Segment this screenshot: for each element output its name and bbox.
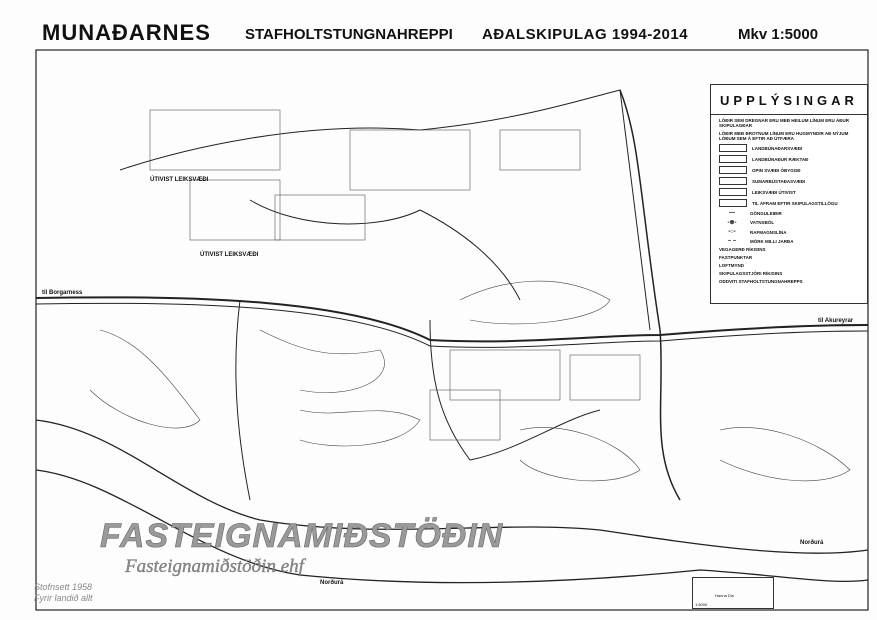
access-road (250, 200, 520, 300)
map-title: MUNAÐARNES (42, 20, 211, 45)
label-river: Norðurá (320, 580, 344, 586)
legend-item: SUMARBÚSTAÐASVÆÐI (719, 177, 859, 185)
well-icon: -⊗- (727, 220, 737, 226)
legend-title: UPPLÝSINGAR (711, 85, 867, 115)
line-icon: ― (729, 210, 735, 216)
legend-note: LÓÐIR SEM DREGNAR ERU MEÐ HEILUM LÍNUM ERU ÁÐUR SKIPULAGÐAR (719, 118, 849, 128)
legend-footer: LOFTMYND (719, 263, 744, 268)
legend-item: – – MÖRK MILLI JARÐA (719, 238, 859, 244)
watermark-brand: FASTEIGNAMIÐSTÖÐIN (100, 517, 504, 555)
watermark-company: Fasteignamiðstöðin ehf (125, 556, 304, 577)
plan-title: AÐALSKIPULAG 1994-2014 (482, 26, 689, 43)
terrain-contours (90, 281, 850, 481)
legend-item: OPIN SVÆÐI ÓBYGGÐ (719, 166, 859, 174)
legend-footer: ODDVITI STAFHOLTSTUNGNAHREPPS (719, 279, 803, 284)
label-borgarnes: til Borgarness (42, 290, 83, 296)
legend (710, 84, 868, 304)
side-road (620, 90, 680, 500)
title-block: Hanna Dís 1:5000 (692, 577, 774, 609)
legend-item: ― GÖNGULEIÐIR (719, 210, 859, 216)
legend-item: LANDBÚNAÐUR RÆKTAÐ (719, 155, 859, 163)
legend-footer: SKIPULAGSSTJÓRI RÍKISINS (719, 271, 783, 276)
scale: Mkv 1:5000 (738, 26, 819, 43)
access-road (236, 300, 250, 500)
label-akureyri: til Akureyrar (818, 318, 854, 324)
legend-item: LEIKSVÆÐI ÚTIVIST (719, 188, 859, 196)
legend-item: -○- RAFMAGNSLÍNA (719, 229, 859, 235)
legend-footer: VEGAGERÐ RÍKISINS (719, 247, 766, 252)
plots (150, 110, 640, 440)
dashed-line-icon: – – (727, 238, 737, 244)
label-river: Norðurá (800, 540, 824, 546)
legend-item: -⊗- VATNSBÓL (719, 219, 859, 226)
watermark-tagline: Stofnsett 1958 Fyrir landið allt (34, 582, 93, 603)
legend-item: LANDBÚNAÐARSVÆÐI (719, 144, 859, 152)
label-play-area: ÚTIVIST LEIKSVÆÐI (200, 252, 259, 258)
municipality: STAFHOLTSTUNGNAHREPPI (245, 26, 453, 43)
legend-note: LÓÐIR MEÐ BROTNUM LÍNUM ERU HUGMYNDIR AÐ NÝJUM LÓÐUM SEM Á EFTIR AÐ ÚTFÆRA (719, 131, 849, 141)
legend-footer: FASTPUNKTAR (719, 255, 753, 260)
boundary (120, 90, 650, 330)
label-play-area: ÚTIVIST LEIKSVÆÐI (150, 177, 209, 183)
power-line-icon: -○- (728, 229, 736, 235)
legend-item: TIL ÁFRAM EFTIR SKIPULAGSTILLÖGU (719, 199, 859, 207)
